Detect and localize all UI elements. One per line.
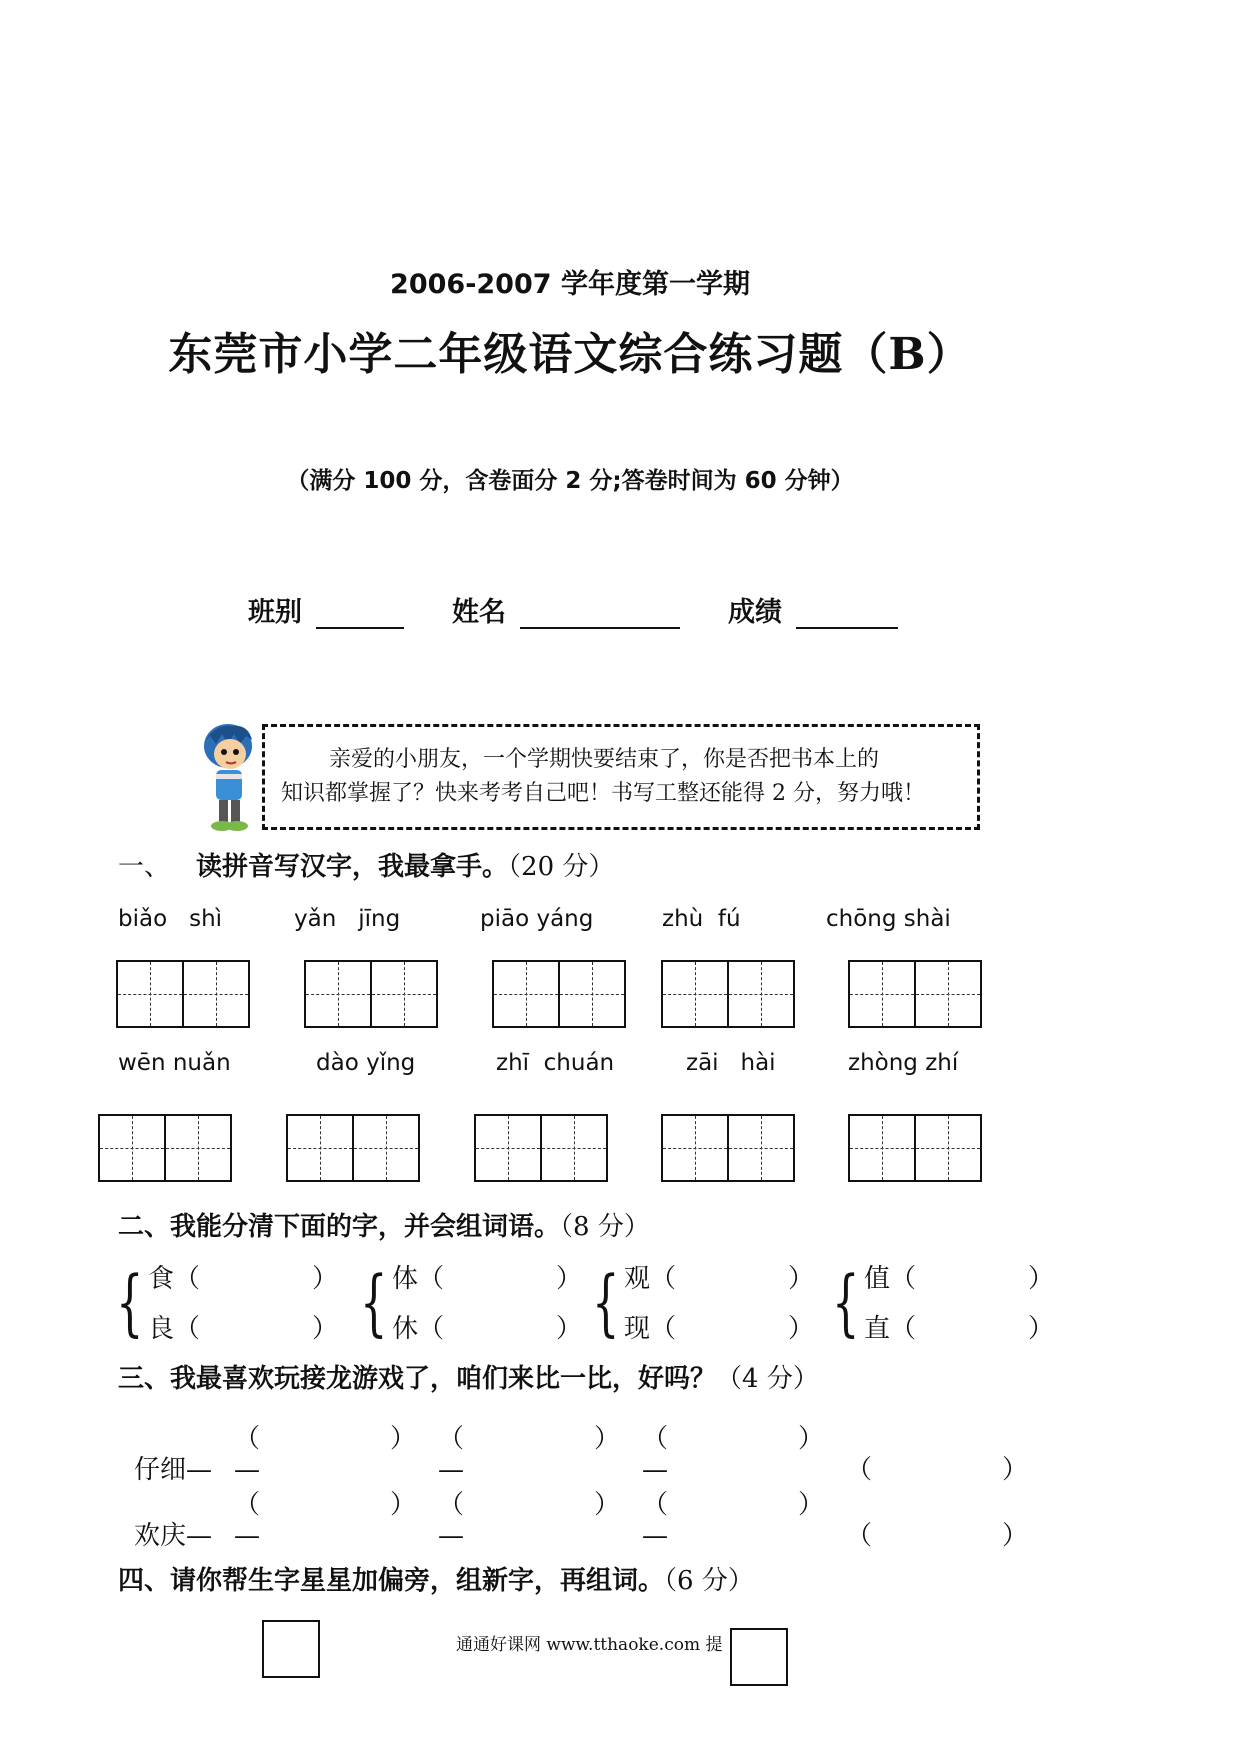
pinyin-2: yǎn jīng — [294, 906, 401, 932]
char-grid[interactable] — [848, 960, 982, 1026]
char-grid[interactable] — [474, 1114, 608, 1180]
name-field — [452, 590, 680, 629]
notice-line-2: 知识都掌握了？快来考考自己吧！书写工整还能得 2 分，努力哦！ — [281, 781, 925, 806]
name-label: 姓名 — [452, 597, 506, 628]
notice-line-1: 亲爱的小朋友，一个学期快要结束了，你是否把书本上的 — [329, 747, 880, 772]
cartoon-boy-icon — [188, 718, 268, 834]
char-bottom: 良 — [148, 1314, 175, 1344]
chain-blank[interactable]: （ ） — [846, 1521, 1029, 1551]
pinyin-1: biǎo shì — [118, 906, 223, 932]
char-bottom: 直 — [864, 1314, 891, 1344]
section-1-heading — [118, 846, 614, 883]
char-pair-group-2: { 体（ ） 休（ ） — [360, 1260, 582, 1344]
class-field — [248, 590, 404, 629]
chain-blank[interactable]: （ ）— — [438, 1490, 621, 1551]
answer-blank[interactable]: ） — [311, 1264, 338, 1294]
section-4-score: （6 分） — [664, 1566, 754, 1596]
word-chain-row-2 — [134, 1484, 1028, 1552]
answer-blank[interactable]: ） — [555, 1314, 582, 1344]
answer-blank[interactable]: ） — [787, 1314, 814, 1344]
name-blank[interactable] — [520, 601, 680, 629]
section-3-heading — [118, 1358, 819, 1395]
exam-year: 2006-2007 学年度第一学期 — [390, 269, 750, 300]
grade-label: 成绩 — [728, 597, 782, 628]
chain-blank[interactable]: （ ）— — [642, 1424, 825, 1485]
pinyin-9: zāi hài — [686, 1050, 776, 1076]
section-2-title: 二、我能分清下面的字，并会组词语。 — [118, 1212, 561, 1242]
answer-blank[interactable]: ） — [1027, 1314, 1054, 1344]
section-1-number: 一、 — [118, 852, 171, 882]
section-2-heading — [118, 1206, 650, 1243]
char-box[interactable] — [730, 1628, 788, 1686]
pinyin-10: zhòng zhí — [848, 1050, 959, 1076]
char-grid[interactable] — [98, 1114, 232, 1180]
char-top: 食 — [148, 1264, 175, 1294]
char-bottom: 现 — [624, 1314, 651, 1344]
word-chain-row-1 — [134, 1418, 1028, 1486]
footer-watermark: 通通好课网 www.tthaoke.com 提 — [456, 1635, 723, 1655]
answer-blank[interactable]: ） — [1027, 1264, 1054, 1294]
section-4-title: 四、请你帮生字星星加偏旁，组新字，再组词。 — [118, 1566, 665, 1596]
chain-blank[interactable]: （ ）— — [438, 1424, 621, 1485]
char-pair-group-3: { 观（ ） 现（ ） — [592, 1260, 814, 1344]
pinyin-3: piāo yáng — [480, 906, 594, 932]
char-pair-group-4: { 值（ ） 直（ ） — [832, 1260, 1054, 1344]
char-bottom: 休 — [392, 1314, 419, 1344]
section-4-heading — [118, 1560, 754, 1597]
answer-blank[interactable]: ） — [555, 1264, 582, 1294]
exam-score-note: （满分 100 分，含卷面分 2 分;答卷时间为 60 分钟） — [286, 468, 854, 494]
chain-blank[interactable]: （ ）— — [234, 1490, 417, 1551]
section-2-score: （8 分） — [560, 1212, 650, 1242]
answer-blank[interactable]: ） — [787, 1264, 814, 1294]
char-grid[interactable] — [492, 960, 626, 1026]
section-3-title: 三、我最喜欢玩接龙游戏了，咱们来比一比，好吗？ — [118, 1364, 717, 1394]
notice-box — [262, 724, 980, 830]
chain-start-word: 仔细— — [134, 1455, 213, 1485]
grade-field — [728, 590, 898, 629]
section-1-score: （20 分） — [508, 852, 615, 882]
grade-blank[interactable] — [796, 601, 898, 629]
char-grid[interactable] — [304, 960, 438, 1026]
chain-blank[interactable]: （ ）— — [234, 1424, 417, 1485]
char-grid[interactable] — [848, 1114, 982, 1180]
char-grid[interactable] — [116, 960, 250, 1026]
char-grid[interactable] — [286, 1114, 420, 1180]
char-grid[interactable] — [661, 1114, 795, 1180]
pinyin-7: dào yǐng — [316, 1050, 416, 1076]
pinyin-4: zhù fú — [662, 906, 741, 932]
class-label: 班别 — [248, 597, 302, 628]
answer-blank[interactable]: ） — [311, 1314, 338, 1344]
section-1-title: 读拼音写汉字，我最拿手。 — [196, 852, 509, 882]
char-pair-group-1: { 食（ ） 良（ ） — [116, 1260, 338, 1344]
chain-blank[interactable]: （ ） — [846, 1455, 1029, 1485]
char-top: 观 — [624, 1264, 651, 1294]
char-top: 体 — [392, 1264, 419, 1294]
pinyin-5: chōng shài — [826, 906, 951, 932]
class-blank[interactable] — [316, 601, 404, 629]
pinyin-8: zhī chuán — [496, 1050, 615, 1076]
exam-title: 东莞市小学二年级语文综合练习题（B） — [168, 329, 972, 380]
char-box[interactable] — [262, 1620, 320, 1678]
char-top: 值 — [864, 1264, 891, 1294]
section-3-score: （4 分） — [716, 1364, 819, 1394]
chain-blank[interactable]: （ ）— — [642, 1490, 825, 1551]
pinyin-6: wēn nuǎn — [118, 1050, 231, 1076]
chain-start-word: 欢庆— — [134, 1521, 213, 1551]
char-grid[interactable] — [661, 960, 795, 1026]
